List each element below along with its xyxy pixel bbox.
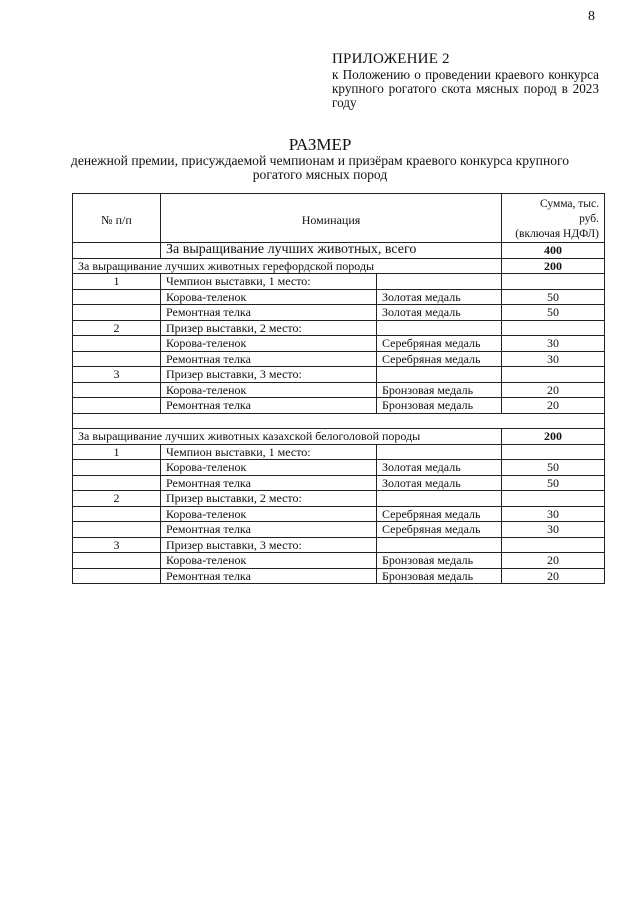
award-animal: Ремонтная телка: [161, 568, 377, 584]
place-medal-empty: [377, 444, 502, 460]
award-sum: 50: [502, 475, 605, 491]
award-medal: Серебряная медаль: [377, 336, 502, 352]
header-sum-line3: (включая НДФЛ): [515, 228, 600, 240]
award-num-empty: [73, 553, 161, 569]
award-sum: 50: [502, 289, 605, 305]
award-num-empty: [73, 382, 161, 398]
award-animal: Корова-теленок: [161, 553, 377, 569]
header-sum-line1: Сумма, тыс.: [539, 198, 600, 210]
place-medal-empty: [377, 367, 502, 383]
award-medal: Серебряная медаль: [377, 522, 502, 538]
award-row: [73, 382, 605, 398]
award-animal: Корова-теленок: [161, 460, 377, 476]
award-num-empty: [73, 398, 161, 414]
place-num: 1: [73, 444, 161, 460]
award-num-empty: [73, 336, 161, 352]
heading-subtitle: денежной премии, присуждаемой чемпионам и призёрам краевого конкурса крупного рогатого мясных пород: [70, 153, 570, 182]
place-medal-empty: [377, 537, 502, 553]
place-medal-empty: [377, 491, 502, 507]
award-row: [73, 475, 605, 491]
award-row: [73, 460, 605, 476]
spacer-cell: [73, 413, 605, 429]
award-row: [73, 289, 605, 305]
award-animal: Корова-теленок: [161, 382, 377, 398]
award-sum: 20: [502, 568, 605, 584]
spacer-row: [73, 413, 605, 429]
award-num-empty: [73, 568, 161, 584]
section-title: За выращивание лучших животных казахской белоголовой породы: [73, 429, 502, 445]
award-num-empty: [73, 305, 161, 321]
award-animal: Ремонтная телка: [161, 351, 377, 367]
place-num: 3: [73, 537, 161, 553]
place-num: 3: [73, 367, 161, 383]
award-medal: Бронзовая медаль: [377, 568, 502, 584]
award-sum: 20: [502, 553, 605, 569]
document-heading: [0, 136, 640, 182]
award-sum: 20: [502, 382, 605, 398]
appendix-title: ПРИЛОЖЕНИЕ 2: [332, 51, 450, 67]
award-animal: Корова-теленок: [161, 289, 377, 305]
header-sum-line2: руб.: [579, 213, 600, 225]
section-title-row: [73, 429, 605, 445]
appendix-subtitle: к Положению о проведении краевого конкурса крупного рогатого скота мясных пород в 2023 году: [332, 67, 599, 110]
award-medal: Серебряная медаль: [377, 351, 502, 367]
place-medal-empty: [377, 320, 502, 336]
award-medal: Бронзовая медаль: [377, 382, 502, 398]
total-label: За выращивание лучших животных, всего: [161, 243, 502, 259]
award-num-empty: [73, 475, 161, 491]
table-header-row: [73, 194, 605, 243]
section-title-row: [73, 258, 605, 274]
award-medal: Золотая медаль: [377, 475, 502, 491]
award-animal: Корова-теленок: [161, 506, 377, 522]
place-num: 1: [73, 274, 161, 290]
section-sum: 200: [502, 429, 605, 445]
award-medal: Бронзовая медаль: [377, 553, 502, 569]
place-sum-empty: [502, 537, 605, 553]
header-num: № п/п: [73, 194, 161, 243]
place-row: [73, 320, 605, 336]
place-sum-empty: [502, 320, 605, 336]
award-row: [73, 351, 605, 367]
award-medal: Золотая медаль: [377, 460, 502, 476]
place-row: [73, 491, 605, 507]
award-medal: Золотая медаль: [377, 305, 502, 321]
place-label: Призер выставки, 2 место:: [161, 320, 377, 336]
place-label: Призер выставки, 3 место:: [161, 537, 377, 553]
award-sum: 20: [502, 398, 605, 414]
place-row: [73, 274, 605, 290]
prize-table: [72, 193, 605, 584]
award-animal: Корова-теленок: [161, 336, 377, 352]
award-sum: 30: [502, 336, 605, 352]
award-row: [73, 305, 605, 321]
award-animal: Ремонтная телка: [161, 475, 377, 491]
award-num-empty: [73, 522, 161, 538]
place-label: Чемпион выставки, 1 место:: [161, 444, 377, 460]
award-animal: Ремонтная телка: [161, 398, 377, 414]
award-medal: Золотая медаль: [377, 289, 502, 305]
award-row: [73, 522, 605, 538]
award-sum: 50: [502, 305, 605, 321]
place-label: Чемпион выставки, 1 место:: [161, 274, 377, 290]
page-number: 8: [588, 9, 595, 24]
total-num-cell: [73, 243, 161, 259]
award-num-empty: [73, 289, 161, 305]
total-row: [73, 243, 605, 259]
award-row: [73, 398, 605, 414]
place-num: 2: [73, 320, 161, 336]
award-animal: Ремонтная телка: [161, 522, 377, 538]
place-sum-empty: [502, 444, 605, 460]
award-num-empty: [73, 351, 161, 367]
place-row: [73, 367, 605, 383]
award-row: [73, 568, 605, 584]
award-medal: Бронзовая медаль: [377, 398, 502, 414]
section-title: За выращивание лучших животных герефордской породы: [73, 258, 502, 274]
place-num: 2: [73, 491, 161, 507]
award-animal: Ремонтная телка: [161, 305, 377, 321]
place-row: [73, 537, 605, 553]
award-num-empty: [73, 506, 161, 522]
award-sum: 30: [502, 506, 605, 522]
place-label: Призер выставки, 3 место:: [161, 367, 377, 383]
award-row: [73, 553, 605, 569]
award-sum: 30: [502, 351, 605, 367]
award-medal: Серебряная медаль: [377, 506, 502, 522]
place-label: Призер выставки, 2 место:: [161, 491, 377, 507]
award-row: [73, 336, 605, 352]
place-sum-empty: [502, 367, 605, 383]
section-sum: 200: [502, 258, 605, 274]
place-sum-empty: [502, 491, 605, 507]
place-medal-empty: [377, 274, 502, 290]
place-row: [73, 444, 605, 460]
award-sum: 50: [502, 460, 605, 476]
header-sum: [502, 194, 605, 243]
total-sum: 400: [502, 243, 605, 259]
heading-title: РАЗМЕР: [288, 135, 352, 154]
appendix-block: [332, 52, 599, 110]
header-nomination: Номинация: [161, 194, 502, 243]
award-row: [73, 506, 605, 522]
prize-table-body: [73, 194, 605, 584]
place-sum-empty: [502, 274, 605, 290]
award-sum: 30: [502, 522, 605, 538]
award-num-empty: [73, 460, 161, 476]
